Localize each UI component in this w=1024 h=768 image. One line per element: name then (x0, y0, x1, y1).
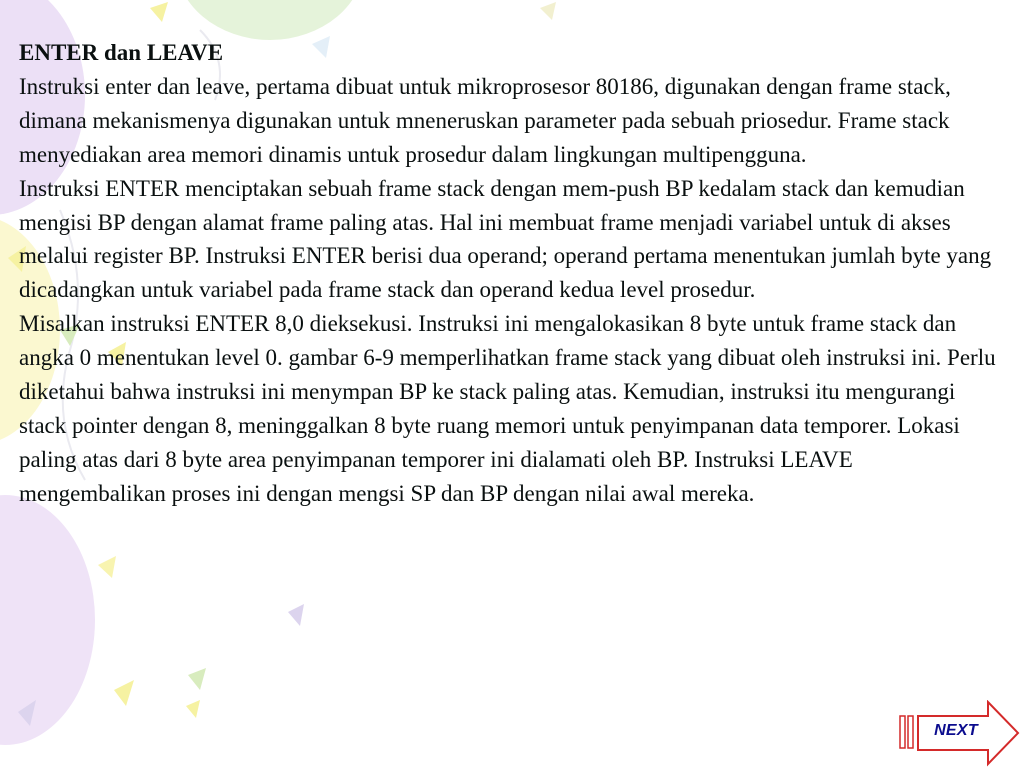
confetti-icon (150, 2, 168, 22)
purple-balloon-icon (0, 495, 95, 745)
confetti-icon (540, 2, 556, 20)
confetti-icon (114, 680, 134, 706)
paragraph-enter-instruction: Instruksi ENTER menciptakan sebuah frame stack dengan mem-push BP kedalam stack dan kemudian mengisi BP dengan alamat frame paling atas. Hal ini membuat frame menjadi variabel untuk di akses melalui register BP. Instruksi ENTER berisi dua operand; operand pertama menentukan jumlah byte yang dicadangkan untuk variabel pada frame stack dan operand kedua level prosedur. (19, 175, 992, 303)
next-button[interactable] (898, 700, 1022, 768)
slide-title: ENTER dan LEAVE (19, 40, 224, 65)
paragraph-enter-example: Misalkan instruksi ENTER 8,0 dieksekusi. Instruksi ini mengalokasikan 8 byte untuk frame stack dan angka 0 menentukan level 0. gambar 6-9 memperlihatkan frame stack yang dibuat oleh instruksi ini. Perlu diketahui bahwa instruksi ini menympan BP ke stack paling atas. Kemudian, instruksi itu mengurangi stack pointer dengan 8, meninggalkan 8 byte ruang memori untuk penyimpanan data temporer. Lokasi paling atas dari 8 byte area penyimpanan temporer ini dialamati oleh BP. Instruksi LEAVE mengembalikan proses ini dengan mengsi SP dan BP dengan nilai awal mereka. (19, 311, 996, 506)
confetti-icon (98, 556, 116, 578)
confetti-icon (186, 700, 200, 718)
next-label: NEXT (934, 722, 978, 739)
confetti-icon (288, 604, 304, 626)
paragraph-intro: Instruksi enter dan leave, pertama dibuat untuk mikroprosesor 80186, digunakan dengan frame stack, dimana mekanismenya digunakan untuk mneneruskan parameter pada sebuah priosedur. Frame stack menyediakan area memori dinamis untuk prosedur dalam lingkungan multipengguna. (19, 73, 951, 167)
slide-content (19, 36, 1004, 511)
confetti-icon (188, 668, 206, 690)
